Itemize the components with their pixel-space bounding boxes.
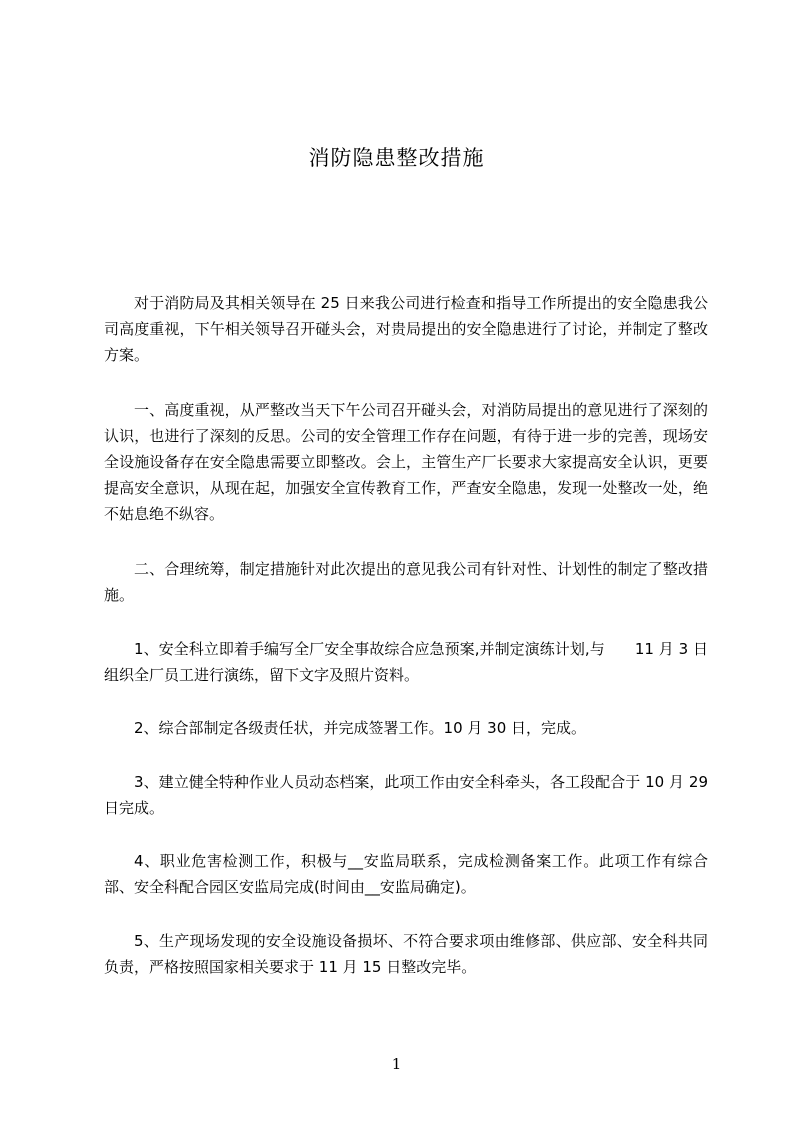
measure-item-1: 1、安全科立即着手编写全厂安全事故综合应急预案,并制定演练计划,与 11 月 3 日组织全厂员工进行演练，留下文字及照片资料。: [104, 640, 708, 684]
section-two-paragraph: 二、合理统筹，制定措施针对此次提出的意见我公司有针对性、计划性的制定了整改措施。: [104, 560, 708, 604]
measure-item-5: 5、生产现场发现的安全设施设备损坏、不符合要求项由维修部、供应部、安全科共同负责，严格按照国家相关要求于 11 月 15 日整改完毕。: [104, 932, 708, 976]
intro-paragraph: 对于消防局及其相关领导在 25 日来我公司进行检查和指导工作所提出的安全隐患我公司高度重视，下午相关领导召开碰头会，对贵局提出的安全隐患进行了讨论，并制定了整改方案。: [104, 294, 708, 364]
document-title: 消防隐患整改措施: [308, 146, 485, 170]
section-one-paragraph: 一、高度重视，从严整改当天下午公司召开碰头会，对消防局提出的意见进行了深刻的认识，也进行了深刻的反思。公司的安全管理工作存在问题，有待于进一步的完善，现场安全设施设备存在安全隐患需要立即整改。会上，主管生产厂长要求大家提高安全认识，更要提高安全意识，从现在起，加强安全宣传教育工作，严查安全隐患，发现一处整改一处，绝不姑息绝不纵容。: [104, 401, 708, 523]
measure-item-3: 3、建立健全特种作业人员动态档案，此项工作由安全科牵头，各工段配合于 10 月 29 日完成。: [104, 773, 708, 817]
page-number: 1: [391, 1055, 402, 1073]
measure-item-2: 2、综合部制定各级责任状，并完成签署工作。10 月 30 日，完成。: [134, 719, 587, 737]
measure-item-4: 4、职业危害检测工作，积极与__安监局联系，完成检测备案工作。此项工作有综合部、安全科配合园区安监局完成(时间由__安监局确定)。: [104, 852, 708, 896]
